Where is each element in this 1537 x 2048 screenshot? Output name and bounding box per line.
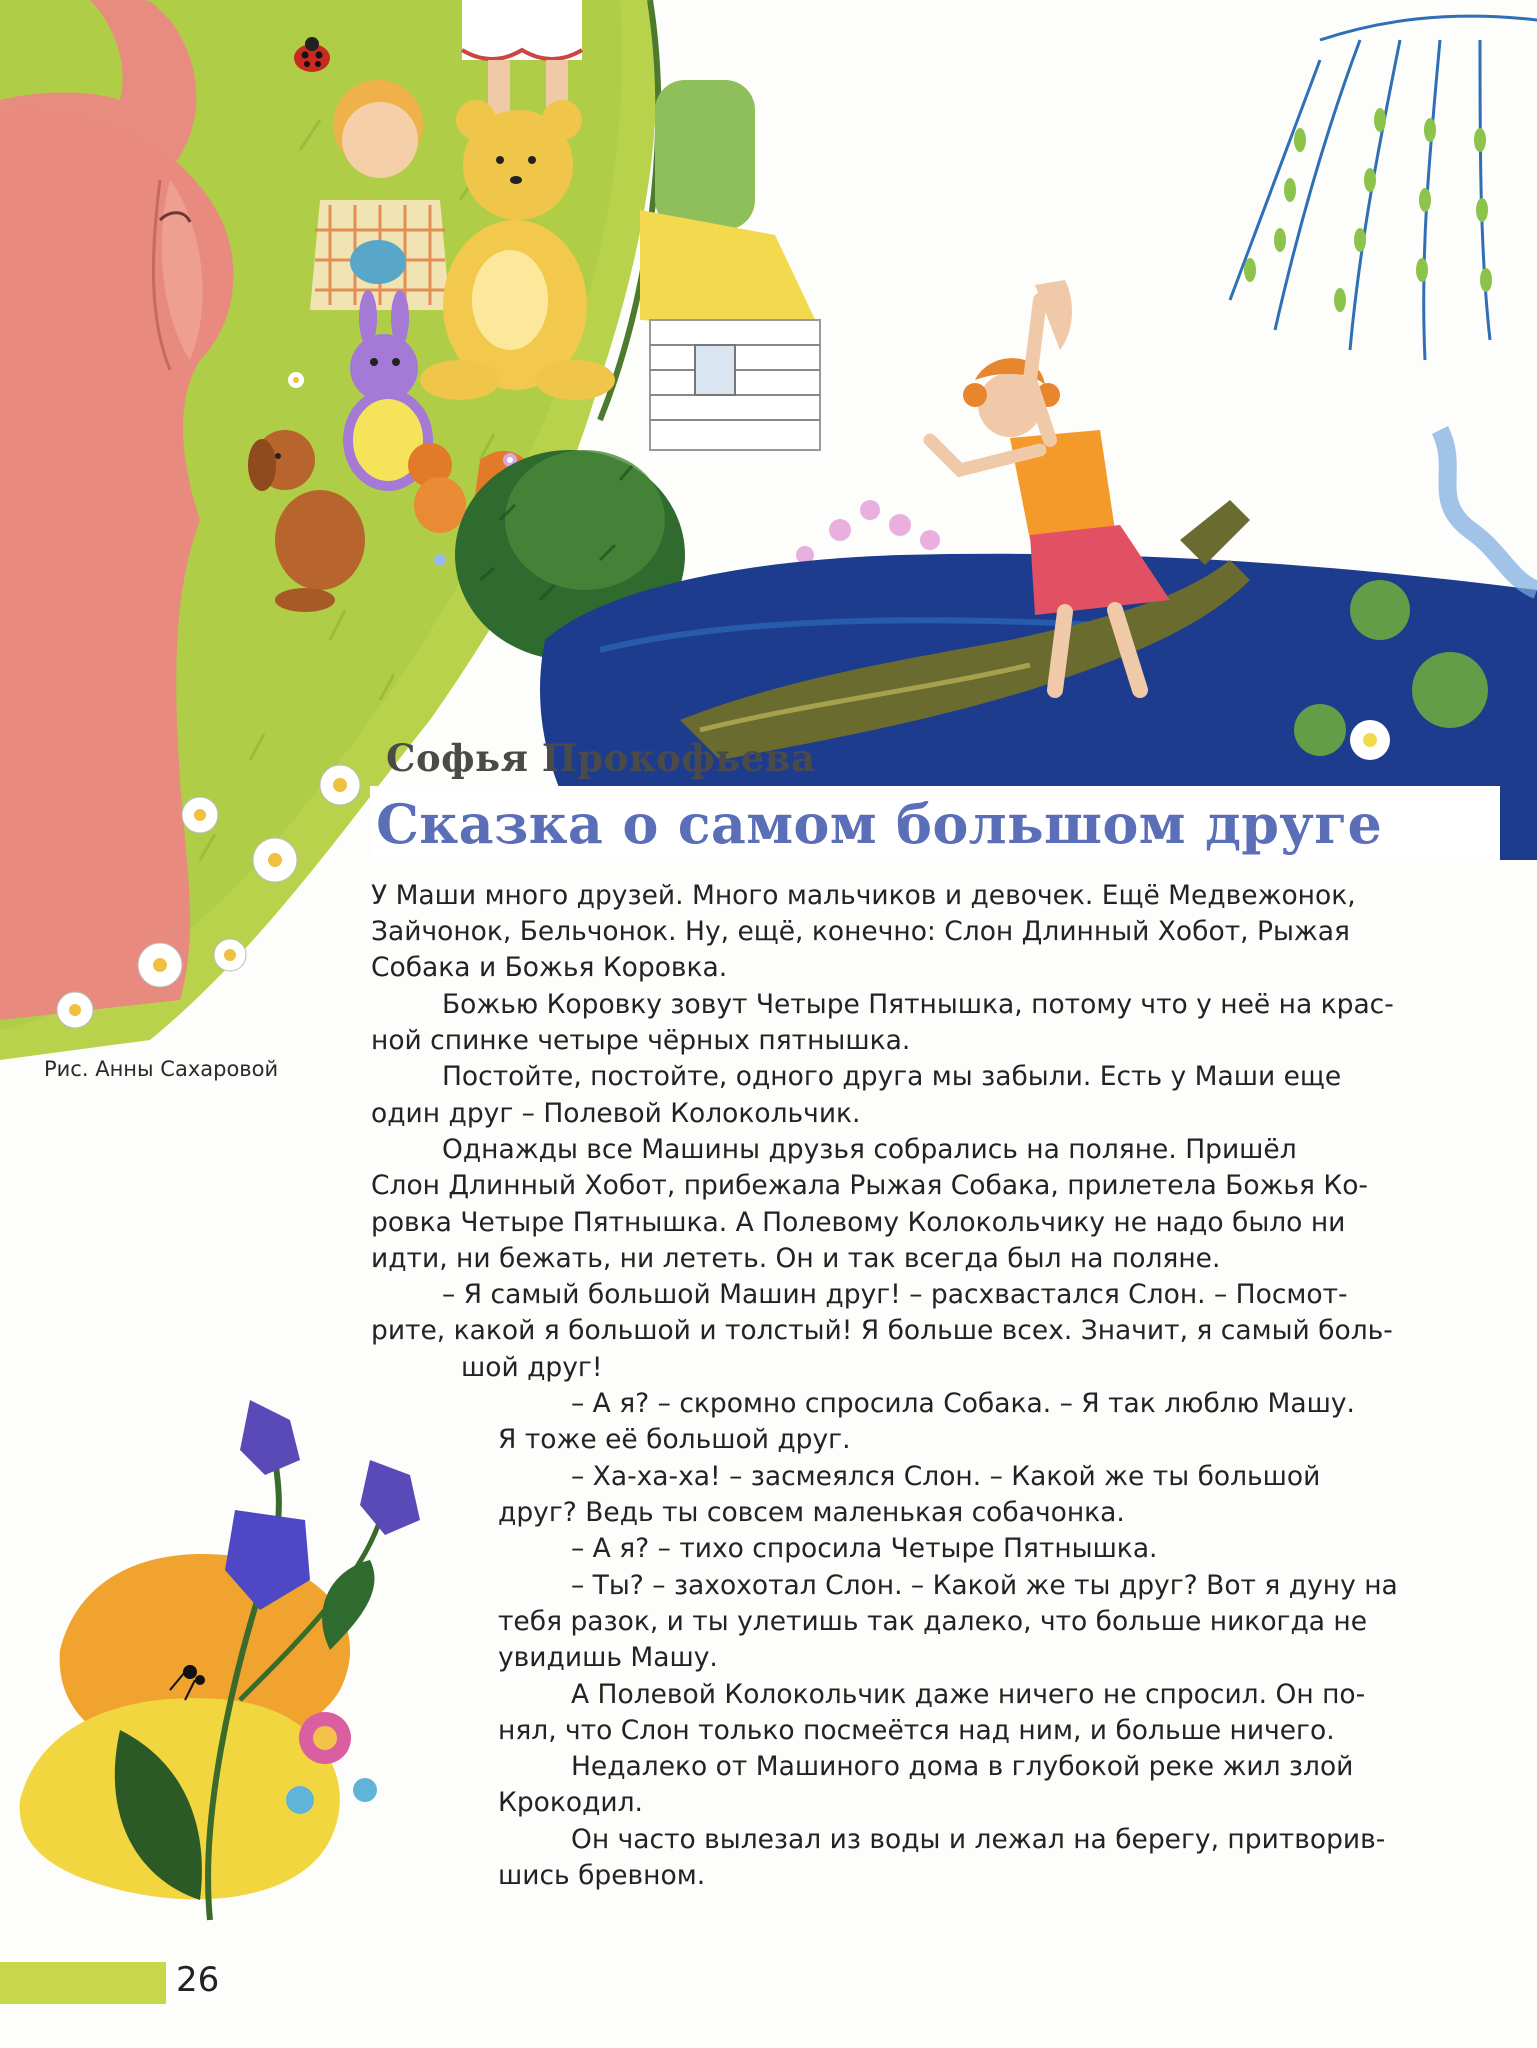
story-line: А Полевой Колокольчик даже ничего не спросил. Он по- — [571, 1679, 1366, 1710]
story-line: – А я? – скромно спросила Собака. – Я так люблю Машу. — [571, 1388, 1355, 1419]
story-line: один друг – Полевой Колокольчик. — [371, 1098, 861, 1129]
story-line: – Я самый большой Машин друг! – расхвастался Слон. – Посмот- — [442, 1279, 1348, 1310]
story-line: – Ты? – захохотал Слон. – Какой же ты друг? Вот я дуну на — [571, 1570, 1398, 1601]
story-line: Однажды все Машины друзья собрались на поляне. Пришёл — [442, 1134, 1297, 1165]
story-line: шись бревном. — [498, 1860, 706, 1891]
story-line: нял, что Слон только посмеётся над ним, и больше ничего. — [498, 1715, 1335, 1746]
hut-figure — [640, 80, 820, 450]
page-accent-bar — [0, 1962, 166, 2004]
pink-flowers — [796, 500, 940, 564]
author-name: Софья Прокофьева — [386, 736, 816, 780]
bluebell-illustration — [20, 1400, 420, 1920]
story-line: – А я? – тихо спросила Четыре Пятнышка. — [571, 1533, 1158, 1564]
story-line: Недалеко от Машиного дома в глубокой реке жил злой — [571, 1751, 1354, 1782]
story-title: Сказка о самом большом друге — [376, 792, 1383, 856]
story-line: Крокодил. — [498, 1787, 643, 1818]
story-line: Я тоже её большой друг. — [498, 1424, 851, 1455]
story-line: идти, ни бежать, ни лететь. Он и так всегда был на поляне. — [371, 1243, 1221, 1274]
story-line: рите, какой я большой и толстый! Я больше всех. Значит, я самый боль- — [371, 1315, 1393, 1346]
story-line: шой друг! — [461, 1352, 603, 1383]
story-line: Он часто вылезал из воды и лежал на берегу, притворив- — [571, 1824, 1386, 1855]
water-lily — [1350, 720, 1390, 760]
illustration-caption: Рис. Анны Сахаровой — [44, 1057, 279, 1081]
story-line: Собака и Божья Коровка. — [371, 952, 728, 983]
story-line: У Маши много друзей. Много мальчиков и девочек. Ещё Медвежонок, — [371, 880, 1356, 911]
story-line: Слон Длинный Хобот, прибежала Рыжая Собака, прилетела Божья Ко- — [371, 1170, 1368, 1201]
page-number: 26 — [176, 1960, 220, 2000]
story-line: Зайчонок, Бельчонок. Ну, ещё, конечно: Слон Длинный Хобот, Рыжая — [371, 916, 1350, 947]
story-line: Божью Коровку зовут Четыре Пятнышка, потому что у неё на крас- — [442, 989, 1394, 1020]
story-line: увидишь Машу. — [498, 1642, 718, 1673]
story-line: друг? Ведь ты совсем маленькая собачонка. — [498, 1497, 1125, 1528]
story-line: ной спинке четыре чёрных пятнышка. — [371, 1025, 911, 1056]
stream — [1440, 430, 1537, 590]
story-line: тебя разок, и ты улетишь так далеко, что больше никогда не — [498, 1606, 1368, 1637]
story-line: ровка Четыре Пятнышка. А Полевому Колокольчику не надо было ни — [371, 1207, 1346, 1238]
willow-tree — [1230, 16, 1537, 360]
story-line: – Ха-ха-ха! – засмеялся Слон. – Какой же ты большой — [571, 1461, 1321, 1492]
story-line: Постойте, постойте, одного друга мы забыли. Есть у Маши еще — [442, 1061, 1342, 1092]
